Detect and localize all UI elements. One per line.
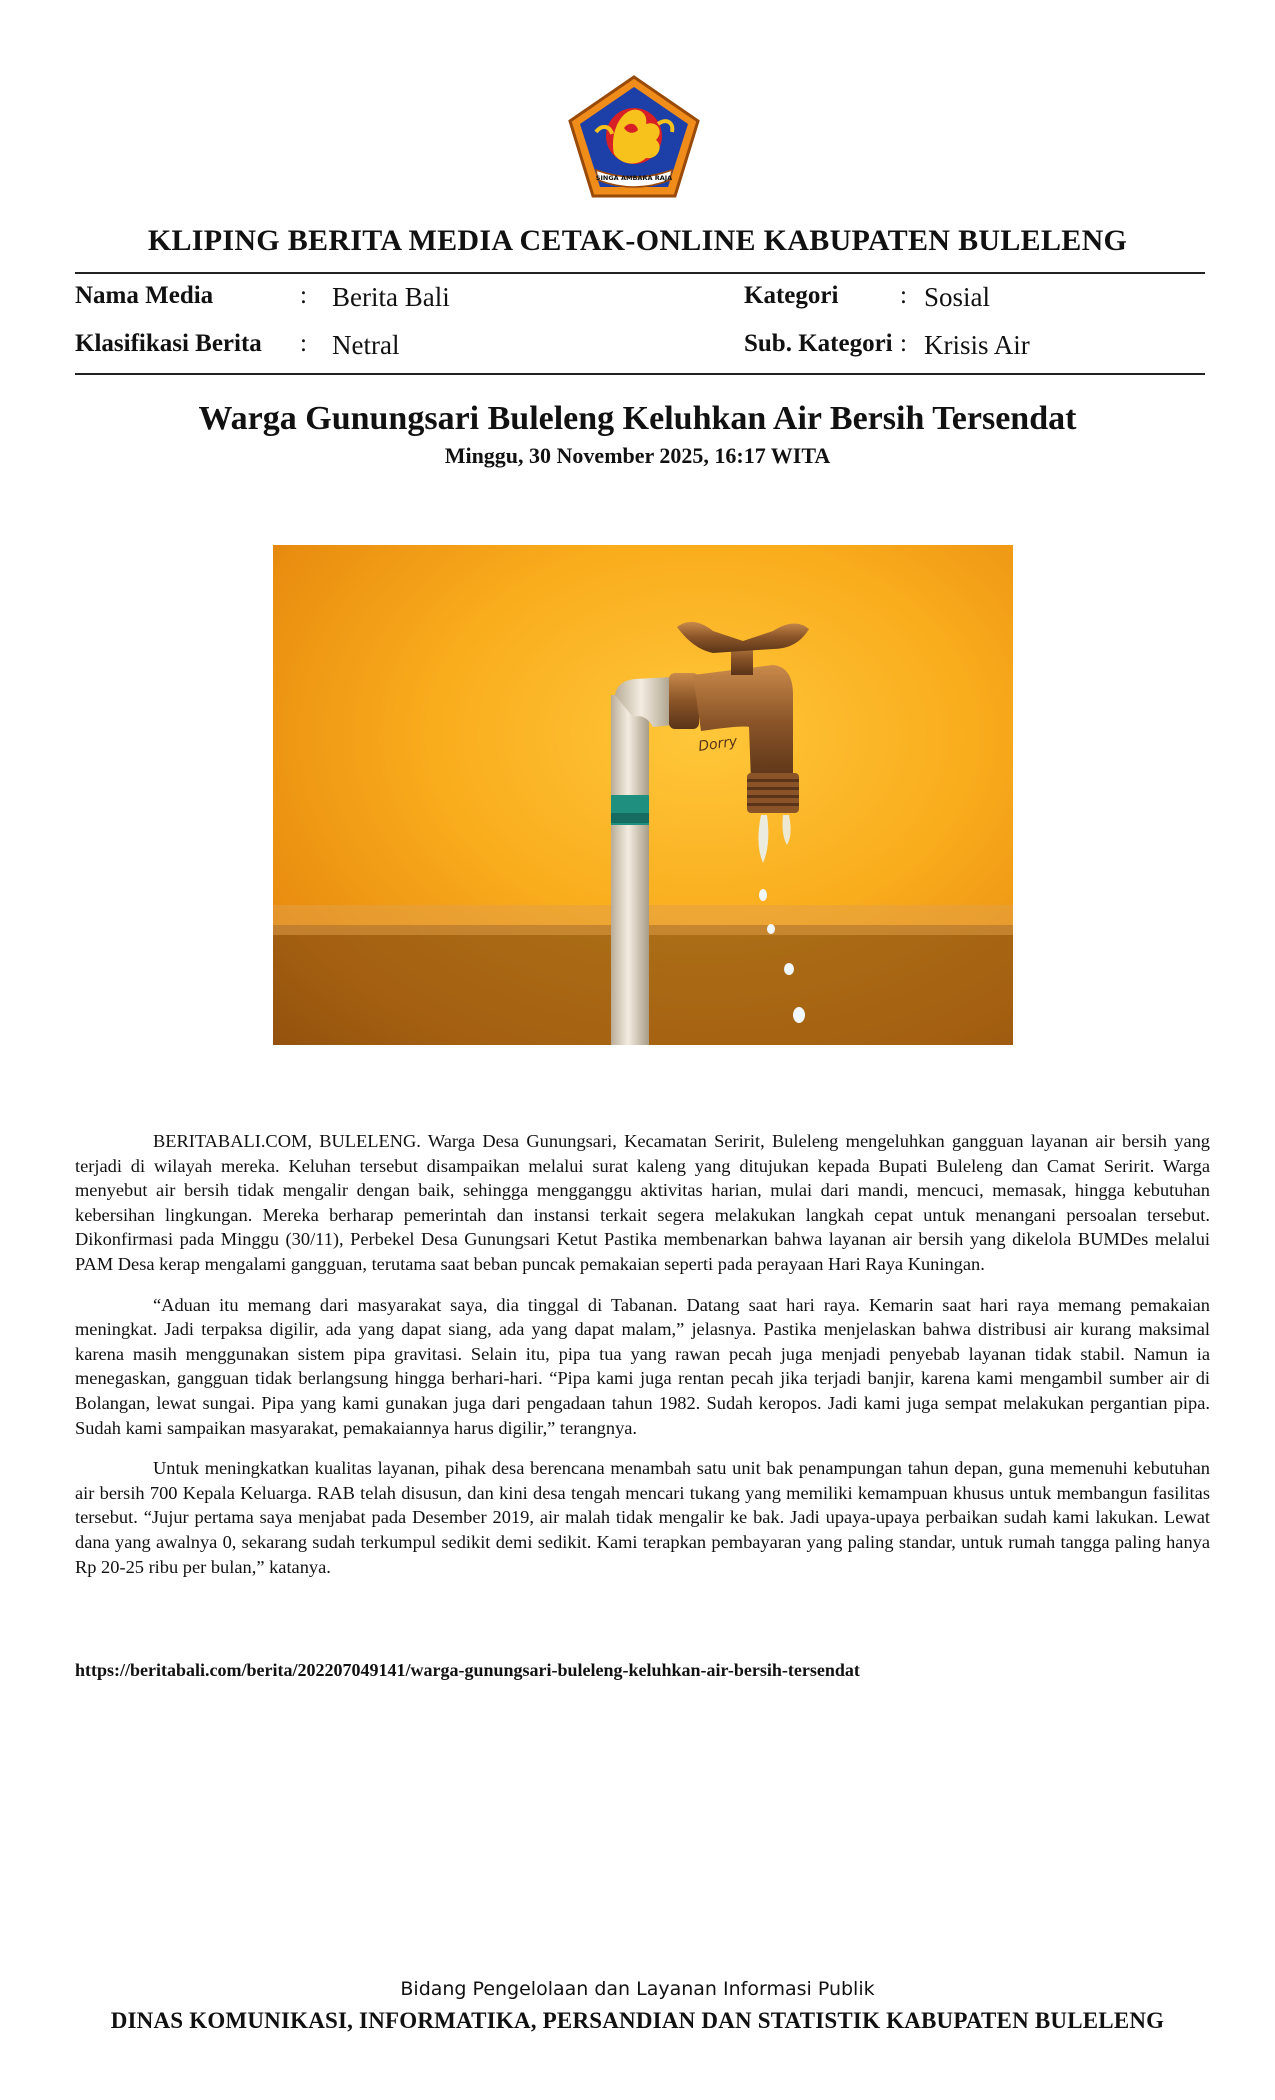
media-name-separator: :: [300, 282, 307, 309]
article-paragraph: “Aduan itu memang dari masyarakat saya, dia tinggal di Tabanan. Datang saat hari raya. Kemarin saat hari raya memang pemakaian meningkat. Jadi terpaksa digilir, ada yang dapat siang, ada yang dapat malam,” jelasnya. Pastika menjelaskan bahwa distribusi air kurang maksimal karena masih menggunakan sistem pipa gravitasi. Selain itu, pipa tua yang rawan pecah juga menjadi penyebab layanan tidak stabil. Namun ia menegaskan, gangguan tidak berlangsung hingga berhari-hari. “Pipa kami juga rentan pecah jika terjadi banjir, karena kami mengambil sumber air di Bolangan, lewat sungai. Pipa yang kami gunakan juga dari pengadaan tahun 1982. Sudah keropos. Jadi kami juga sempat melakukan pergantian pipa. Sudah kami sampaikan masyarakat, pemakaiannya harus digilir,” terangnya.: [75, 1294, 1210, 1438]
media-name-value: Berita Bali: [332, 282, 450, 312]
classification-label: Klasifikasi Berita: [75, 330, 262, 357]
article-paragraph: Untuk meningkatkan kualitas layanan, pihak desa berencana menambah satu unit bak penampungan tahun depan, guna memenuhi kebutuhan air bersih 700 Kepala Keluarga. RAB telah disusun, dan kini desa tengah mencari tukang yang memiliki kemampuan khusus untuk membangun fasilitas tersebut. “Jujur pertama saya menjabat pada Desember 2019, air malah tidak mengalir ke bak. Jadi upaya-upaya perbaikan sudah kami lakukan. Lewat dana yang awalnya 0, sekarang sudah terkumpul sedikit demi sedikit. Kami terapkan pembayaran yang paling standar, untuk rumah tangga paling hanya Rp 20-25 ribu per bulan,” katanya.: [75, 1458, 1210, 1577]
source-link[interactable]: https://beritabali.com/berita/202207049141/warga-gunungsari-buleleng-keluhkan-air-bersih-tersendat: [75, 1660, 860, 1680]
emblem-motto: SINGA AMBARA RAJA: [595, 174, 673, 182]
article-body: [75, 1129, 1210, 1595]
media-name-label: Nama Media: [75, 282, 214, 309]
category-separator: :: [900, 282, 907, 309]
classification-separator: :: [300, 330, 307, 357]
document-title: KLIPING BERITA MEDIA CETAK-ONLINE KABUPATEN BULELENG: [147, 224, 1128, 257]
subcategory-label: Sub. Kategori: [744, 330, 893, 357]
tap-engraving: Dorry: [697, 733, 739, 755]
category-label: Kategori: [744, 282, 839, 309]
top-divider: [75, 272, 1205, 274]
classification-value: Netral: [332, 330, 400, 360]
regency-emblem-icon: [566, 74, 702, 200]
subcategory-separator: :: [900, 330, 907, 357]
category-value: Sosial: [924, 282, 991, 312]
meta-divider: [75, 373, 1205, 375]
article-paragraph: BERITABALI.COM, BULELENG. Warga Desa Gunungsari, Kecamatan Seririt, Buleleng mengeluhkan gangguan layanan air bersih yang terjadi di wilayah mereka. Keluhan tersebut disampaikan melalui surat kaleng yang ditujukan kepada Bupati Buleleng dan Camat Seririt. Warga menyebut air bersih tidak mengalir dengan baik, sehingga mengganggu aktivitas harian, mulai dari mandi, mencuci, memasak, hingga kebutuhan kebersihan lingkungan. Mereka berharap pemerintah dan instansi terkait segera melakukan langkah cepat untuk menangani persoalan tersebut. Dikonfirmasi pada Minggu (30/11), Perbekel Desa Gunungsari Ketut Pastika membenarkan bahwa layanan air bersih yang dikelola BUMDes melalui PAM Desa kerap mengalami gangguan, terutama saat beban puncak pemakaian seperti pada perayaan Hari Raya Kuningan.: [75, 1131, 1210, 1274]
article-headline: Warga Gunungsari Buleleng Keluhkan Air Bersih Tersendat: [198, 400, 1077, 437]
footer-department: Bidang Pengelolaan dan Layanan Informasi Publik: [400, 1978, 875, 2000]
article-dateline: Minggu, 30 November 2025, 16:17 WITA: [444, 443, 831, 468]
dripping-water-tap-photo: [273, 545, 1013, 1045]
footer-agency: DINAS KOMUNIKASI, INFORMATIKA, PERSANDIAN DAN STATISTIK KABUPATEN BULELENG: [110, 2008, 1165, 2033]
subcategory-value: Krisis Air: [924, 330, 1030, 360]
